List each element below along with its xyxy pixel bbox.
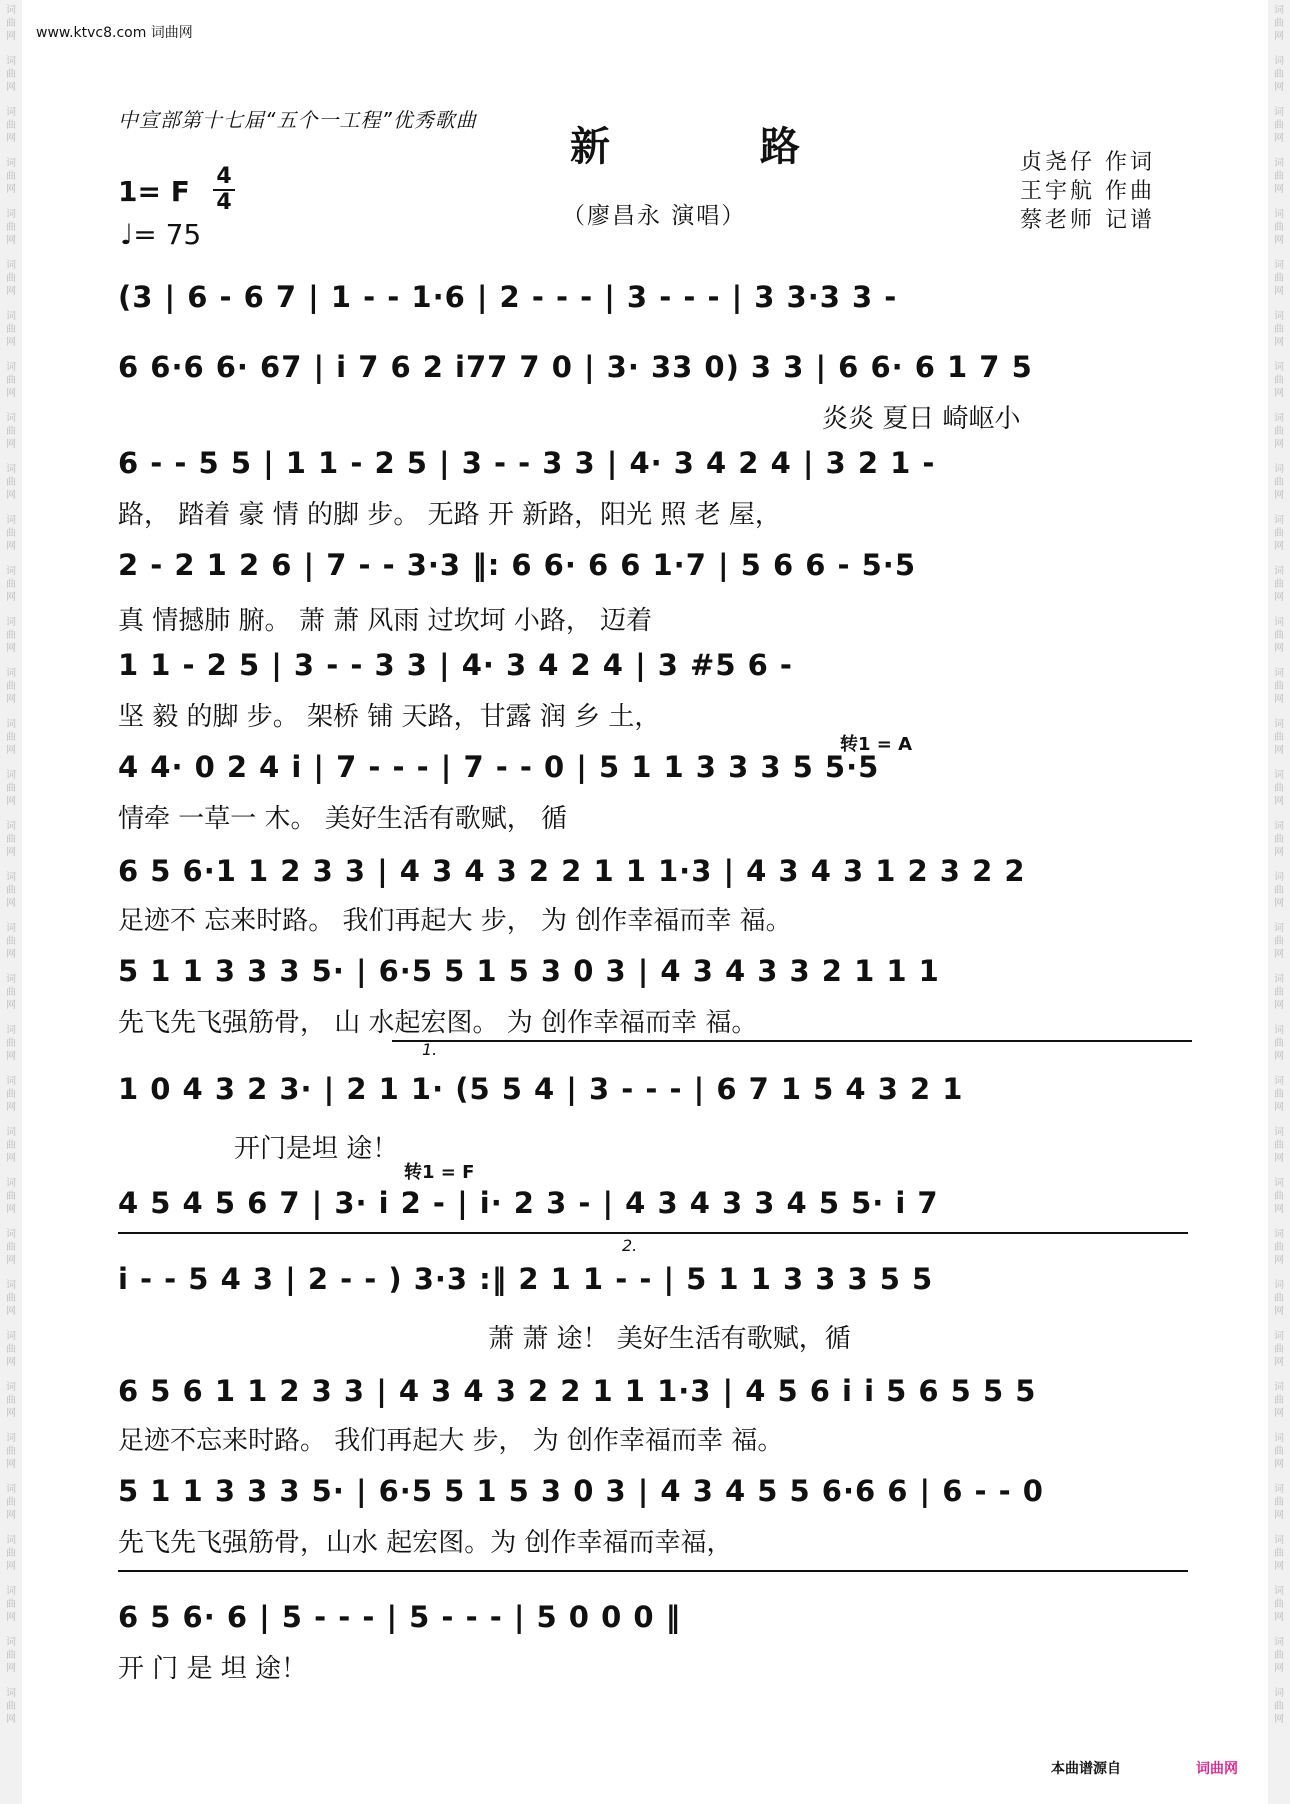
volta-2-bracket — [118, 1232, 1188, 1234]
watermark-mark: 词 曲 网 — [6, 1586, 16, 1623]
volta-2-label: 2. — [622, 1236, 638, 1255]
watermark-mark: 词 曲 网 — [1274, 872, 1284, 909]
system-7-notes: 6 5 6·1 1 2 3 3 | 4 3 4 3 2 2 1 1 1·3 | 4 3 4 3 1 2 3 2 2 — [118, 854, 1026, 888]
final-bracket — [118, 1570, 1188, 1572]
watermark-mark: 词 曲 网 — [6, 1484, 16, 1521]
system-11-notes: i - - 5 4 3 | 2 - - ) 3·3 :‖ 2 1 1 - - | 5 1 1 3 3 3 5 5 — [118, 1262, 934, 1296]
watermark-mark: 词 曲 网 — [1274, 1076, 1284, 1113]
system-7-lyrics: 足迹不 忘来时路。 我们再起大 步， 为 创作幸福而幸 福。 — [118, 906, 792, 936]
watermark-mark: 词 曲 网 — [1274, 1637, 1284, 1674]
watermark-mark: 词 曲 网 — [6, 311, 16, 348]
system-14-notes: 6 5 6· 6 | 5 - - - | 5 - - - | 5 0 0 0 ‖ — [118, 1600, 682, 1634]
system-6-lyrics: 情牵 一草一 木。 美好生活有歌赋， 循 — [118, 804, 568, 834]
system-2-lyrics: 炎炎 夏日 崎岖小 — [822, 404, 1021, 434]
watermark-mark: 词 曲 网 — [1274, 1025, 1284, 1062]
system-1-notes: (3 | 6 - 6 7 | 1 - - 1·6 | 2 - - - | 3 - - - | 3 3·3 3 - — [118, 280, 898, 314]
system-10-notes: 4 5 4 5 6 7 | 3· i 2 - | i· 2 3 - | 4 3 4 3 3 4 5 5· i 7 — [118, 1186, 939, 1220]
watermark-mark: 词 曲 网 — [6, 1535, 16, 1572]
watermark-mark: 词 曲 网 — [1274, 923, 1284, 960]
watermark-mark: 词 曲 网 — [6, 260, 16, 297]
watermark-mark: 词 曲 网 — [1274, 1382, 1284, 1419]
watermark-mark: 词 曲 网 — [6, 209, 16, 246]
watermark-url: www.ktvc8.com 词曲网 — [36, 25, 193, 41]
system-13-lyrics: 先飞先飞强筋骨，山水 起宏图。为 创作幸福而幸福， — [118, 1528, 733, 1558]
watermark-mark: 词 曲 网 — [6, 1688, 16, 1725]
key-change-f: 转1 = F — [404, 1162, 475, 1183]
watermark-mark: 词 曲 网 — [6, 1025, 16, 1062]
system-8-notes: 5 1 1 3 3 3 5· | 6·5 5 1 5 3 0 3 | 4 3 4 3 3 2 1 1 1 — [118, 954, 940, 988]
system-12-notes: 6 5 6 1 1 2 3 3 | 4 3 4 3 2 2 1 1 1·3 | 4 5 6 i i 5 6 5 5 5 — [118, 1374, 1037, 1408]
watermark-mark: 词 曲 网 — [1274, 1229, 1284, 1266]
watermark-mark: 词 曲 网 — [6, 515, 16, 552]
watermark-mark: 词 曲 网 — [1274, 821, 1284, 858]
watermark-mark: 词 曲 网 — [1274, 260, 1284, 297]
watermark-mark: 词 曲 网 — [6, 1076, 16, 1113]
watermark-mark: 词 曲 网 — [1274, 56, 1284, 93]
watermark-mark: 词 曲 网 — [6, 464, 16, 501]
watermark-mark: 词 曲 网 — [1274, 668, 1284, 705]
system-3-notes: 6 - - 5 5 | 1 1 - 2 5 | 3 - - 3 3 | 4· 3 4 2 4 | 3 2 1 - — [118, 446, 936, 480]
watermark-mark: 词 曲 网 — [1274, 770, 1284, 807]
watermark-mark: 词 曲 网 — [1274, 1178, 1284, 1215]
right-margin-watermark — [1270, 4, 1288, 1738]
transcriber-credit: 蔡老师 记谱 — [1020, 208, 1155, 233]
song-title: 新 路 — [570, 123, 868, 170]
system-14-lyrics: 开 门 是 坦 途！ — [118, 1654, 308, 1684]
watermark-mark: 词 曲 网 — [6, 719, 16, 756]
watermark-mark: 词 曲 网 — [6, 1280, 16, 1317]
key-change-a: 转1 = A — [840, 734, 913, 755]
composer-credit: 王宇航 作曲 — [1020, 179, 1155, 204]
watermark-mark: 词 曲 网 — [6, 1127, 16, 1164]
time-signature — [212, 166, 236, 214]
tempo-marking: ♩= 75 — [120, 218, 202, 251]
volta-1-label: 1. — [422, 1040, 438, 1059]
watermark-mark: 词 曲 网 — [1274, 362, 1284, 399]
system-4-notes: 2 - 2 1 2 6 | 7 - - 3·3 ‖: 6 6· 6 6 1·7 | 5 6 6 - 5·5 — [118, 548, 916, 582]
watermark-mark: 词 曲 网 — [6, 1331, 16, 1368]
system-9-notes: 1 0 4 3 2 3· | 2 1 1· (5 5 4 | 3 - - - | 6 7 1 5 4 3 2 1 — [118, 1072, 964, 1106]
system-13-notes: 5 1 1 3 3 3 5· | 6·5 5 1 5 3 0 3 | 4 3 4 5 5 6·6 6 | 6 - - 0 — [118, 1474, 1044, 1508]
watermark-mark: 词 曲 网 — [6, 413, 16, 450]
watermark-mark: 词 曲 网 — [6, 770, 16, 807]
watermark-mark: 词 曲 网 — [6, 158, 16, 195]
system-12-lyrics: 足迹不忘来时路。 我们再起大 步， 为 创作幸福而幸 福。 — [118, 1426, 784, 1456]
watermark-mark: 词 曲 网 — [6, 1433, 16, 1470]
score-page — [22, 0, 1268, 1804]
watermark-mark: 词 曲 网 — [6, 566, 16, 603]
watermark-mark: 词 曲 网 — [1274, 311, 1284, 348]
watermark-mark: 词 曲 网 — [1274, 1535, 1284, 1572]
watermark-mark: 词 曲 网 — [6, 5, 16, 42]
watermark-mark: 词 曲 网 — [6, 821, 16, 858]
watermark-mark: 词 曲 网 — [6, 1637, 16, 1674]
system-11-lyrics: 萧 萧 途！ 美好生活有歌赋，循 — [488, 1324, 851, 1354]
watermark-mark: 词 曲 网 — [1274, 1331, 1284, 1368]
watermark-mark: 词 曲 网 — [1274, 617, 1284, 654]
watermark-mark: 词 曲 网 — [1274, 107, 1284, 144]
time-signature-bottom: 4 — [216, 190, 232, 215]
watermark-mark: 词 曲 网 — [6, 56, 16, 93]
time-signature-top: 4 — [216, 164, 232, 189]
system-9-lyrics: 开门是坦 途！ — [234, 1134, 399, 1164]
system-8-lyrics: 先飞先飞强筋骨， 山 水起宏图。 为 创作幸福而幸 福。 — [118, 1008, 758, 1038]
system-6-notes: 4 4· 0 2 4 i | 7 - - - | 7 - - 0 | 5 1 1 3 3 3 5 5·5 — [118, 750, 880, 784]
footer-source-name: 词曲网 — [1196, 1761, 1238, 1777]
system-2-notes: 6 6·6 6· 67 | i 7 6 2 i77 7 0 | 3· 33 0) 3 3 | 6 6· 6 1 7 5 — [118, 350, 1033, 384]
lyricist-credit: 贞尧仔 作词 — [1020, 150, 1155, 175]
system-5-notes: 1 1 - 2 5 | 3 - - 3 3 | 4· 3 4 2 4 | 3 #5 6 - — [118, 648, 793, 682]
watermark-mark: 词 曲 网 — [1274, 1280, 1284, 1317]
subtitle: 中宣部第十七届“五个一工程”优秀歌曲 — [118, 108, 477, 132]
watermark-mark: 词 曲 网 — [6, 362, 16, 399]
watermark-mark: 词 曲 网 — [6, 872, 16, 909]
watermark-mark: 词 曲 网 — [1274, 1688, 1284, 1725]
watermark-mark: 词 曲 网 — [1274, 209, 1284, 246]
watermark-mark: 词 曲 网 — [6, 668, 16, 705]
system-3-lyrics: 路， 踏着 豪 情 的脚 步。 无路 开 新路，阳光 照 老 屋， — [118, 500, 781, 530]
watermark-mark: 词 曲 网 — [6, 923, 16, 960]
key-signature: 1= F — [118, 175, 190, 208]
watermark-mark: 词 曲 网 — [6, 1229, 16, 1266]
watermark-mark: 词 曲 网 — [1274, 1127, 1284, 1164]
watermark-mark: 词 曲 网 — [1274, 566, 1284, 603]
singer-credit: （廖昌永 演唱） — [562, 203, 747, 229]
watermark-mark: 词 曲 网 — [1274, 719, 1284, 756]
footer-source-label: 本曲谱源自 — [1051, 1761, 1121, 1777]
watermark-mark: 词 曲 网 — [1274, 515, 1284, 552]
watermark-mark: 词 曲 网 — [1274, 413, 1284, 450]
watermark-mark: 词 曲 网 — [1274, 1484, 1284, 1521]
watermark-mark: 词 曲 网 — [1274, 5, 1284, 42]
volta-1-bracket — [392, 1040, 1192, 1042]
watermark-mark: 词 曲 网 — [6, 1178, 16, 1215]
left-margin-watermark — [2, 4, 20, 1738]
watermark-mark: 词 曲 网 — [6, 1382, 16, 1419]
watermark-mark: 词 曲 网 — [1274, 158, 1284, 195]
system-5-lyrics: 坚 毅 的脚 步。 架桥 铺 天路，甘露 润 乡 土， — [118, 702, 661, 732]
watermark-mark: 词 曲 网 — [1274, 974, 1284, 1011]
watermark-mark: 词 曲 网 — [6, 974, 16, 1011]
watermark-mark: 词 曲 网 — [1274, 464, 1284, 501]
watermark-mark: 词 曲 网 — [6, 617, 16, 654]
watermark-mark: 词 曲 网 — [1274, 1586, 1284, 1623]
watermark-mark: 词 曲 网 — [1274, 1433, 1284, 1470]
credits — [1020, 148, 1155, 235]
watermark-mark: 词 曲 网 — [6, 107, 16, 144]
system-4-lyrics: 真 情撼肺 腑。 萧 萧 风雨 过坎坷 小路， 迈着 — [118, 606, 653, 636]
